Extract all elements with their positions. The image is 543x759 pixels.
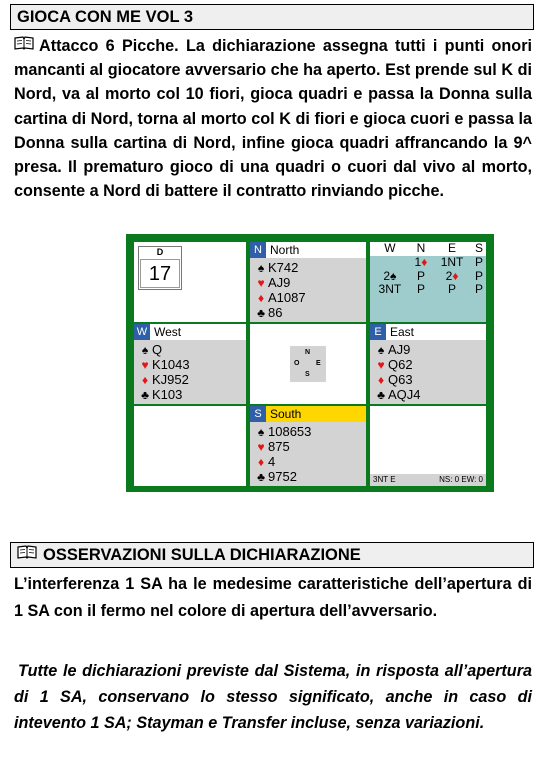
bid-cell: P — [416, 282, 425, 296]
observation-paragraph-1 — [14, 571, 532, 624]
bid-cell: P — [416, 268, 425, 283]
south-clubs: 9752 — [268, 469, 297, 484]
north-clubs: 86 — [268, 305, 283, 320]
bid-cell: P — [474, 268, 483, 283]
table-center — [250, 324, 366, 404]
east-spades: AJ9 — [388, 342, 411, 357]
auction-box — [370, 242, 486, 322]
dealer-label: D — [156, 247, 164, 257]
observation-paragraph-2 — [14, 658, 532, 736]
bid-cell: P — [448, 282, 457, 296]
dealer-cell — [134, 242, 246, 322]
hand-north — [250, 242, 366, 322]
compass-s: S — [305, 371, 310, 378]
club-icon: ♣ — [257, 306, 265, 320]
section-title: OSSERVAZIONI SULLA DICHIARAZIONE — [43, 546, 361, 564]
bid-cell: 2♠ — [383, 268, 397, 283]
south-diamonds: 4 — [268, 454, 276, 469]
player-name-west: West — [154, 325, 182, 339]
club-icon: ♣ — [377, 388, 385, 402]
hand-south — [250, 406, 366, 486]
section-title: GIOCA CON ME VOL 3 — [17, 8, 194, 26]
diamond-icon: ♦ — [421, 255, 428, 269]
spade-icon: ♠ — [377, 343, 385, 357]
auction-table — [370, 242, 486, 297]
west-hearts: K1043 — [152, 357, 190, 372]
diamond-icon: ♦ — [141, 373, 149, 387]
bid-cell: 2♦ — [445, 268, 459, 283]
diamond-icon: ♦ — [257, 455, 265, 469]
seat-badge-north: N — [250, 242, 266, 258]
east-hearts: Q62 — [388, 357, 413, 372]
contract-result: 3NT E — [373, 475, 396, 484]
auction-header-e: E — [432, 242, 472, 256]
north-spades: K742 — [268, 260, 299, 275]
north-hearts: AJ9 — [268, 275, 291, 290]
north-diamonds: A1087 — [268, 290, 306, 305]
west-spades: Q — [152, 342, 163, 357]
compass-e: E — [316, 360, 321, 367]
bid-cell: P — [474, 282, 483, 296]
auction-header-w: W — [370, 242, 410, 256]
bid-cell: 1♦ — [414, 255, 428, 269]
bid-cell — [370, 256, 410, 270]
south-spades: 108653 — [268, 424, 312, 439]
compass-n: N — [305, 349, 311, 356]
seat-badge-south: S — [250, 406, 266, 422]
board-number: 17 — [140, 259, 180, 288]
heart-icon: ♥ — [257, 276, 265, 290]
bid-cell: 3NT — [378, 282, 402, 296]
hand-west — [134, 324, 246, 404]
score: NS: 0 EW: 0 — [439, 475, 483, 484]
bid-cell: 1NT — [440, 255, 464, 269]
heart-icon: ♥ — [377, 358, 385, 372]
seat-badge-east: E — [370, 324, 386, 340]
hand-east — [370, 324, 486, 404]
compass — [290, 346, 326, 382]
spade-icon: ♠ — [257, 425, 265, 439]
club-icon: ♣ — [141, 388, 149, 402]
west-clubs: K103 — [152, 387, 183, 402]
compass-w: O — [294, 360, 300, 367]
observation-text-2: Tutte le dichiarazioni previste dal Sistema, in risposta all’apertura di 1 SA, conservano lo stesso significato, anche in caso di intevento 1 SA; Stayman e Transfer incluse, senza variazioni. — [14, 662, 532, 732]
auction-header-s: S — [472, 242, 486, 256]
bridge-board — [126, 234, 494, 492]
club-icon: ♣ — [257, 470, 265, 484]
section-header-osservazioni — [10, 542, 534, 568]
score-bar — [370, 474, 486, 486]
spade-icon: ♠ — [390, 268, 397, 283]
auction-header-n: N — [410, 242, 432, 256]
board-number-box — [138, 246, 182, 290]
south-hearts: 875 — [268, 439, 290, 454]
east-diamonds: Q63 — [388, 372, 413, 387]
observation-text-1: L’interferenza 1 SA ha le medesime caratteristiche dell’apertura di 1 SA con il fermo nel colore di apertura dell’avversario. — [14, 575, 532, 620]
empty-cell — [134, 406, 246, 486]
east-clubs: AQJ4 — [388, 387, 421, 402]
player-name-east: East — [390, 325, 415, 339]
intro-paragraph — [14, 34, 532, 203]
heart-icon: ♥ — [257, 440, 265, 454]
diamond-icon: ♦ — [377, 373, 385, 387]
seat-badge-west: W — [134, 324, 150, 340]
section-header-gioca — [10, 4, 534, 30]
diamond-icon: ♦ — [452, 268, 459, 283]
player-name-north: North — [270, 243, 300, 257]
heart-icon: ♥ — [141, 358, 149, 372]
intro-text: Attacco 6 Picche. La dichiarazione assegna tutti i punti onori mancanti al giocatore avversario che ha aperto. Est prende sul K di Nord, va al morto col 10 fiori, gioca quadri e passa la Donna sulla cartina di Nord, torna al morto col K di fiori e gioca cuori e passa la Donna sulla cartina di Nord, infine gioca quadri affrancando la 9^ presa. Il prematuro gioco di una quadri o cuori dal vivo al morto, consente a Nord di battere il contratto rinviando picche. — [14, 37, 532, 201]
diamond-icon: ♦ — [257, 291, 265, 305]
spade-icon: ♠ — [257, 261, 265, 275]
spade-icon: ♠ — [141, 343, 149, 357]
player-name-south: South — [270, 407, 302, 421]
book-icon — [17, 542, 37, 566]
book-icon — [14, 33, 34, 57]
bid-cell: P — [474, 255, 483, 269]
west-diamonds: KJ952 — [152, 372, 189, 387]
result-cell — [370, 406, 486, 486]
